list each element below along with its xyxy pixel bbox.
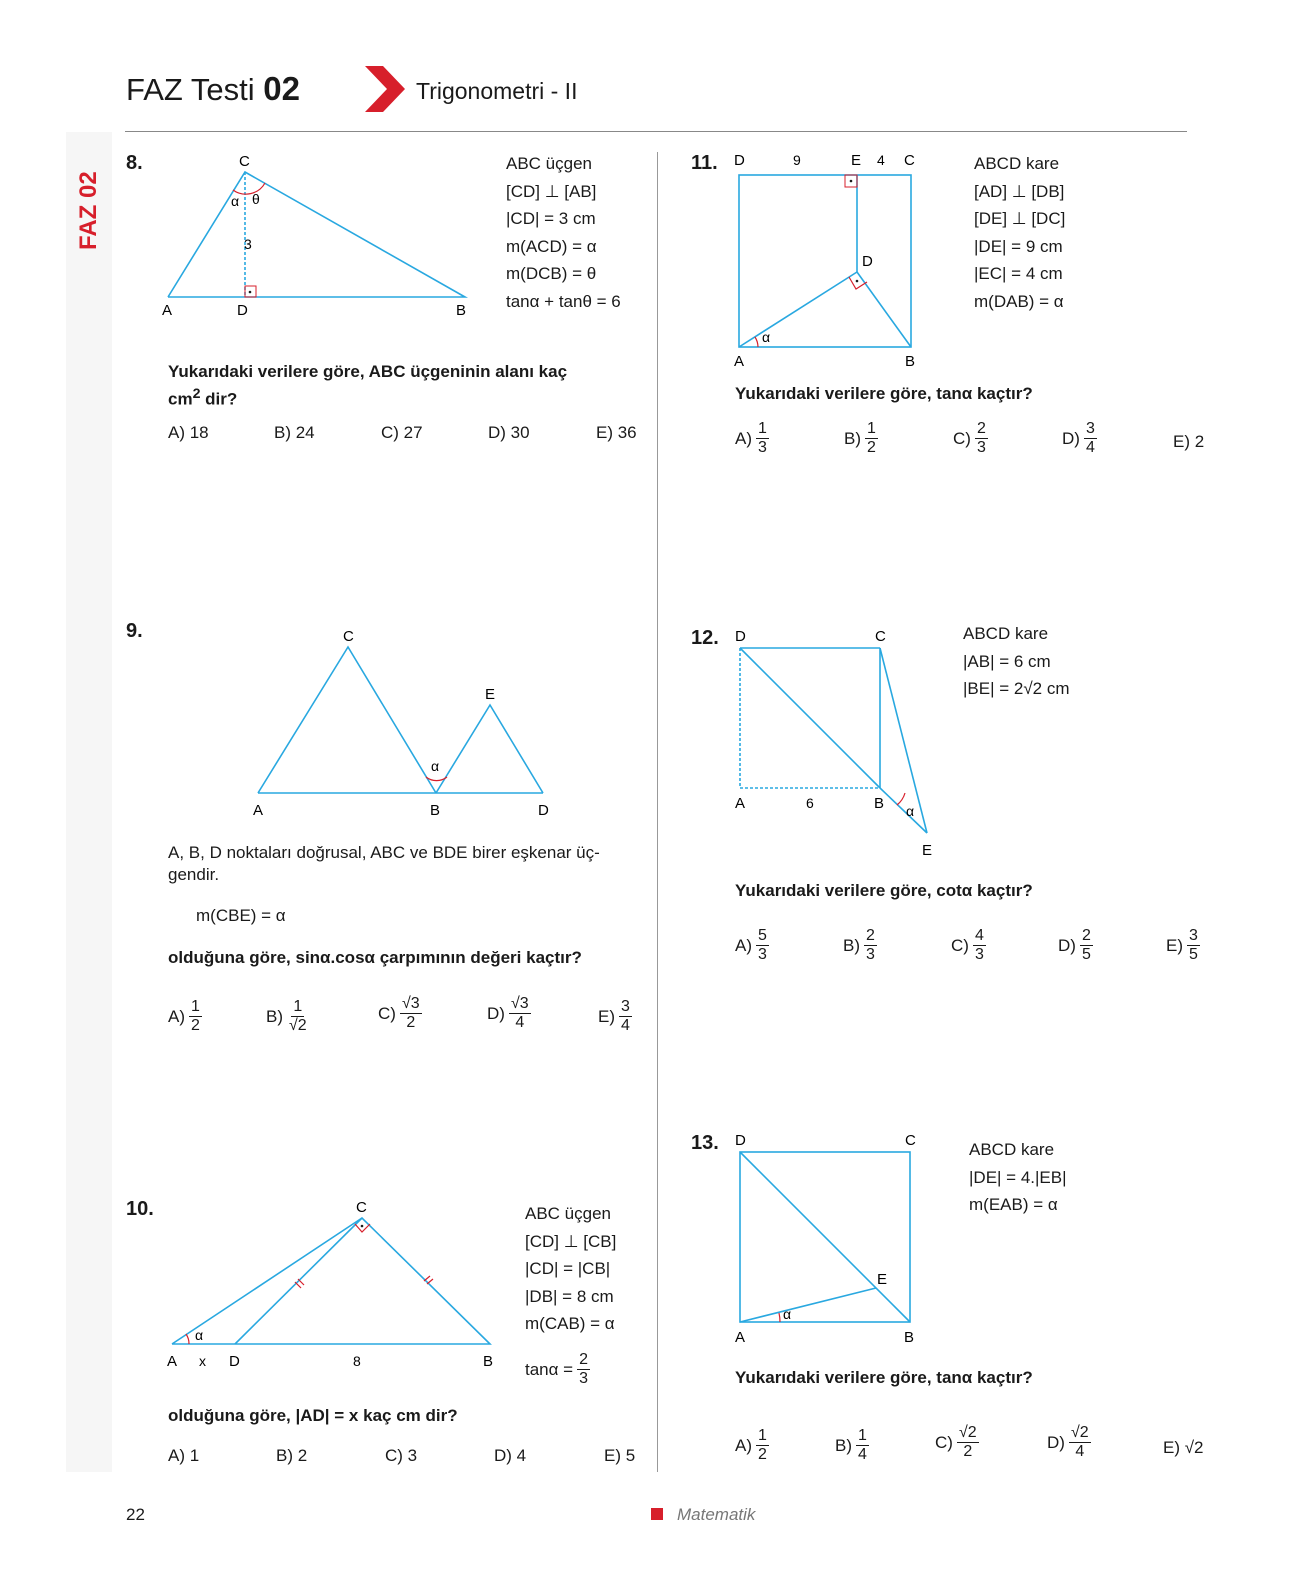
q11-info [974,150,1065,315]
q10-number: 10. [126,1198,154,1220]
q12-label-E: E [922,842,933,859]
q13-option-a[interactable] [735,1427,769,1464]
q8-question-tail: dir? [200,389,238,409]
q8-label-C: C [239,153,250,170]
q11-label-A: A [734,353,745,370]
q9-label-D: D [538,802,549,819]
q9-question: olduğuna göre, sinα.cosα çarpımının değeri kaçtır? [168,948,582,967]
q13-option-fraction [856,1427,869,1464]
frac-num: 2 [866,927,875,944]
q10-db-length: 8 [353,1353,361,1369]
q9-option-label: B) [266,1006,283,1026]
q12-option-fraction [1187,927,1200,964]
q12-option-fraction [973,927,986,964]
frac-den: 3 [579,1370,589,1387]
q12-option-e[interactable] [1166,927,1200,964]
q8-option-d[interactable]: D) 30 [488,423,530,442]
frac-num: 1 [758,1427,767,1444]
footer-square-icon [651,1508,663,1520]
q9-statement-line1: A, B, D noktaları doğrusal, ABC ve BDE birer eşkenar üç- [168,843,600,862]
q13-option-label: A) [735,1435,752,1455]
q10-label-A: A [167,1353,178,1370]
frac-num: 1 [867,420,876,437]
q10-info-line: |DB| = 8 cm [525,1286,614,1306]
test-title [126,70,300,108]
q11-option-fraction [1084,420,1097,457]
frac-den: 5 [1081,946,1091,963]
frac-den: 2 [191,1017,200,1034]
q9-option-d[interactable] [487,995,531,1032]
q12-number: 12. [691,627,719,649]
frac-den: 4 [858,1446,867,1463]
frac-num: 1 [293,998,303,1015]
q10-option-b[interactable]: B) 2 [276,1446,308,1465]
q11-option-label: C) [953,428,971,448]
q12-option-fraction [864,927,877,964]
side-label [66,150,112,260]
q11-figure [725,150,930,370]
frac-den: 3 [974,946,984,963]
chapter-subtitle: Trigonometri - II [416,78,578,104]
q9-label-E: E [485,686,496,703]
q11-question: Yukarıdaki verilere göre, tanα kaçtır? [735,384,1033,403]
q10-tan-given [525,1351,590,1388]
q8-number: 8. [126,152,143,174]
q12-option-a[interactable] [735,927,769,964]
q9-given: m(CBE) = α [196,906,286,925]
q9-option-label: C) [378,1003,396,1023]
q12-label-C: C [875,628,886,645]
q8-theta: θ [252,191,260,207]
q12-option-d[interactable] [1058,927,1093,964]
q9-option-a[interactable] [168,998,202,1035]
q9-number: 9. [126,620,143,642]
q13-option-fraction [1069,1424,1091,1461]
q13-label-D: D [735,1132,746,1149]
frac-den: 2 [406,1014,416,1031]
q11-label-B: B [905,353,916,370]
q11-info-line: ABCD kare [974,154,1060,173]
frac-num: √2 [958,1424,977,1441]
q13-option-e[interactable]: E) √2 [1163,1438,1204,1457]
q11-info-line: |DE| = 9 cm [974,236,1063,256]
q12-label-D: D [735,628,746,645]
q11-label-E: E [851,152,862,169]
frac-den: 4 [621,1017,630,1034]
q9-option-b[interactable] [266,998,309,1035]
q13-label-A: A [735,1329,746,1345]
q11-de-length: 9 [793,152,801,168]
q8-figure [160,150,490,325]
q9-alpha: α [431,758,440,774]
q9-label-A: A [253,802,264,819]
q8-question-line2 [168,383,628,411]
q12-option-label: D) [1058,935,1076,955]
q11-option-label: B) [844,428,861,448]
q8-question [168,361,628,411]
q12-option-fraction [1080,927,1093,964]
q13-info-line: |DE| = 4.|EB| [969,1167,1067,1187]
frac-num: √2 [1070,1424,1089,1441]
q9-option-fraction [619,998,632,1035]
frac-num: 3 [1189,927,1198,944]
q11-ec-length: 4 [877,152,885,168]
frac-num: √3 [510,995,529,1012]
q11-option-fraction [975,420,988,457]
q9-option-fraction [400,995,422,1032]
frac-den: 5 [1189,946,1198,963]
frac-den: √2 [289,1017,307,1034]
q8-label-B: B [456,302,467,319]
frac-den: 3 [976,439,986,456]
q11-info-line: [DE] ⊥ [DC] [974,209,1066,228]
q13-option-d[interactable] [1047,1424,1091,1461]
q11-option-fraction [865,420,878,457]
q13-number: 13. [691,1132,719,1154]
frac-den: 3 [866,946,875,963]
q10-option-e[interactable]: E) 5 [604,1446,636,1465]
frac-num: 1 [758,420,767,437]
q12-info-line: |AB| = 6 cm [963,651,1051,671]
q11-option-a[interactable] [735,420,769,457]
frac-den: 3 [758,946,767,963]
frac-den: 2 [867,439,876,456]
frac-num: 5 [758,927,767,944]
q11-option-e[interactable]: E) 2 [1173,432,1205,451]
q12-option-fraction [756,927,769,964]
q8-option-e[interactable]: E) 36 [596,423,637,442]
q8-option-c[interactable]: C) 27 [381,423,423,442]
frac-num: 4 [974,927,984,944]
q9-option-label: E) [598,1006,615,1026]
q11-option-fraction [756,420,769,457]
frac-den: 3 [758,439,767,456]
q11-number: 11. [691,152,718,174]
q12-info [963,620,1070,703]
q10-label-B: B [483,1353,494,1370]
q8-unit: cm [168,389,193,409]
q9-label-C: C [343,628,354,645]
q8-info-line: tanα + tanθ = 6 [506,291,621,311]
q8-question-line1: Yukarıdaki verilere göre, ABC üçgeninin alanı kaç [168,362,568,381]
side-band [66,132,112,1472]
q8-info-line: m(ACD) = α [506,236,597,256]
q8-info-line: m(DCB) = θ [506,264,597,283]
page-number: 22 [126,1505,145,1524]
q9-statement [168,842,638,886]
q13-label-C: C [905,1132,916,1149]
frac-num: √3 [401,995,420,1012]
q13-option-b[interactable] [835,1427,869,1464]
q13-info [969,1136,1067,1219]
q13-label-E: E [877,1271,888,1288]
footer-subject: Matematik [677,1505,756,1524]
q10-tan-label: tanα = [525,1359,574,1379]
q12-option-c[interactable] [951,927,986,964]
q10-info [525,1200,616,1338]
q10-option-c[interactable]: C) 3 [385,1446,418,1465]
q8-option-b[interactable]: B) 24 [274,423,315,442]
frac-num: 3 [1085,420,1095,437]
frac-num: 3 [621,998,630,1015]
q11-alpha: α [762,329,771,345]
q11-option-label: D) [1062,428,1080,448]
q12-option-b[interactable] [843,927,877,964]
q9-statement-line2: gendir. [168,865,220,884]
q11-label-C: C [904,152,915,169]
q12-option-label: E) [1166,935,1183,955]
q8-cd-length: 3 [244,236,252,252]
q13-alpha: α [783,1306,792,1322]
column-divider [657,152,658,1472]
q11-label-D: D [734,152,745,169]
q8-label-A: A [162,302,173,319]
frac-den: 2 [963,1443,973,1460]
q9-option-e[interactable] [598,998,632,1035]
q10-label-C: C [356,1200,367,1216]
q8-unit-power: 2 [192,386,201,402]
q8-option-a[interactable]: A) 18 [168,423,209,442]
q13-option-fraction [756,1427,769,1464]
header-divider [125,131,1187,132]
q13-option-label: B) [835,1435,852,1455]
frac-den: 2 [758,1446,767,1463]
q11-option-label: A) [735,428,752,448]
frac-den: 4 [1075,1443,1085,1460]
q10-tan-fraction [577,1351,590,1388]
q9-option-fraction [509,995,531,1032]
q9-figure [248,625,558,820]
side-label-text: FAZ 02 [75,171,102,250]
frac-num: 2 [976,420,986,437]
q9-label-B: B [430,802,441,819]
q9-option-label: A) [168,1006,185,1026]
q12-figure [725,625,950,865]
q9-option-c[interactable] [378,995,422,1032]
q13-info-line: ABCD kare [969,1140,1055,1159]
q13-option-label: D) [1047,1432,1065,1452]
frac-num: 2 [579,1351,589,1368]
q9-option-fraction [287,998,309,1035]
q10-option-d[interactable]: D) 4 [494,1446,527,1465]
q10-figure [165,1200,505,1370]
q11-option-d[interactable] [1062,420,1097,457]
q8-info [506,150,621,315]
frac-num: 1 [191,998,200,1015]
q10-label-D: D [229,1353,240,1370]
q13-option-fraction [957,1424,979,1461]
q13-option-label: C) [935,1432,953,1452]
q12-question: Yukarıdaki verilere göre, cotα kaçtır? [735,881,1033,900]
q11-info-line: [AD] ⊥ [DB] [974,181,1065,201]
q12-label-B: B [874,795,885,812]
frac-den: 4 [515,1014,525,1031]
q13-info-line: m(EAB) = α [969,1195,1058,1214]
test-number: 02 [263,70,300,107]
q9-option-label: D) [487,1003,505,1023]
q10-question: olduğuna göre, |AD| = x kaç cm dir? [168,1406,458,1425]
q12-option-label: B) [843,935,860,955]
q12-alpha: α [906,803,915,819]
q11-label-Dp: D [862,253,873,270]
q11-info-line: m(DAB) = α [974,291,1064,311]
q12-info-line: |BE| = 2√2 cm [963,679,1070,698]
q10-info-line: [CD] ⊥ [CB] [525,1231,617,1251]
test-title-text: FAZ Testi [126,72,255,107]
q11-option-c[interactable] [953,420,988,457]
q13-label-B: B [904,1329,915,1345]
q10-option-a[interactable]: A) 1 [168,1446,200,1465]
q13-question: Yukarıdaki verilere göre, tanα kaçtır? [735,1368,1033,1387]
q8-label-D: D [237,302,248,319]
q11-info-line: |EC| = 4 cm [974,264,1063,283]
q11-option-b[interactable] [844,420,878,457]
chevron-right-icon [365,66,407,112]
q8-info-line: [CD] ⊥ [AB] [506,181,597,201]
q10-info-line: |CD| = |CB| [525,1259,611,1278]
q10-info-line: m(CAB) = α [525,1314,615,1333]
q9-option-fraction [189,998,202,1035]
q10-alpha: α [195,1327,204,1343]
q12-option-label: A) [735,935,752,955]
q8-info-line: ABC üçgen [506,154,592,173]
q8-alpha: α [231,193,240,209]
q12-option-label: C) [951,935,969,955]
q12-ab-length: 6 [806,795,814,811]
q13-figure [725,1130,925,1345]
q8-info-line: |CD| = 3 cm [506,209,596,228]
q12-info-line: ABCD kare [963,624,1049,643]
q12-label-A: A [735,795,746,812]
frac-num: 1 [858,1427,867,1444]
frac-den: 4 [1085,439,1095,456]
q10-x: x [199,1353,206,1369]
q10-info-line: ABC üçgen [525,1204,611,1223]
frac-num: 2 [1081,927,1091,944]
q13-option-c[interactable] [935,1424,979,1461]
